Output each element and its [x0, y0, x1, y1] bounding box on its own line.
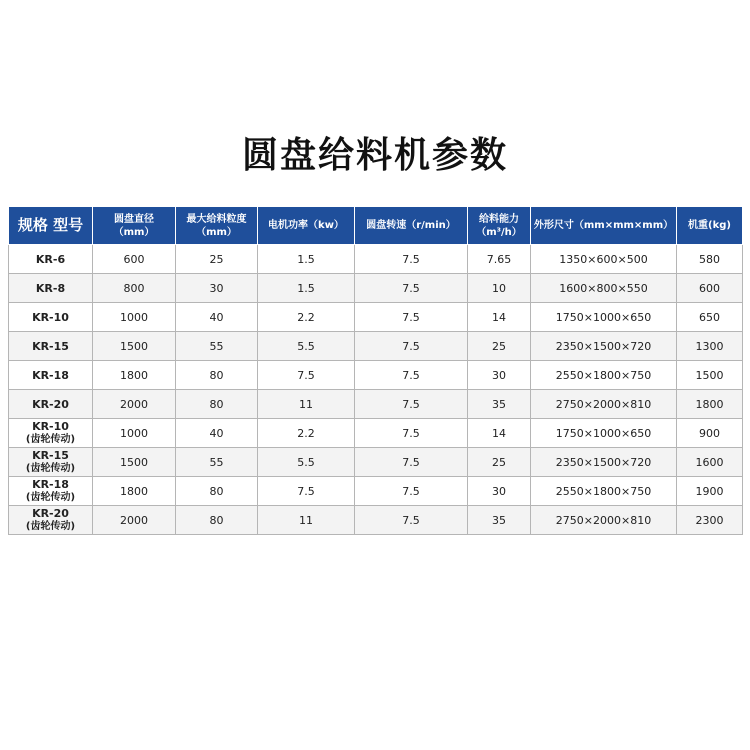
model-cell — [9, 274, 93, 303]
table-row — [9, 274, 743, 303]
capacity-cell: 10 — [468, 274, 531, 303]
header-label: 电机功率（kw） — [268, 220, 344, 231]
model-name: KR-8 — [35, 281, 66, 295]
max-feed-size-cell: 80 — [176, 506, 258, 535]
header-label: 机重(kg) — [688, 220, 731, 231]
disc-diameter-cell: 1800 — [93, 361, 176, 390]
motor-power-cell: 5.5 — [258, 332, 355, 361]
weight-cell: 600 — [677, 274, 743, 303]
disc-speed-cell: 7.5 — [355, 477, 468, 506]
table-row — [9, 245, 743, 274]
parameter-table — [8, 206, 743, 535]
motor-power-cell: 1.5 — [258, 245, 355, 274]
capacity-cell: 14 — [468, 303, 531, 332]
table-row — [9, 303, 743, 332]
header-model — [9, 207, 93, 245]
model-name: KR-10 — [32, 420, 69, 433]
weight-cell: 1500 — [677, 361, 743, 390]
model-cell — [9, 332, 93, 361]
disc-speed-cell: 7.5 — [355, 390, 468, 419]
model-name: KR-15 — [32, 449, 69, 462]
motor-power-cell: 2.2 — [258, 303, 355, 332]
model-drive-note: (齿轮传动) — [25, 521, 76, 532]
dimensions-cell: 1750×1000×650 — [531, 303, 677, 332]
dimensions-cell: 2750×2000×810 — [531, 506, 677, 535]
weight-cell: 900 — [677, 419, 743, 448]
model-name: KR-15 — [32, 339, 69, 353]
weight-cell: 1300 — [677, 332, 743, 361]
header-disc-speed — [355, 207, 468, 245]
dimensions-cell: 2750×2000×810 — [531, 390, 677, 419]
table-row — [9, 332, 743, 361]
table-header-row — [9, 207, 743, 245]
table-row — [9, 419, 743, 448]
weight-cell: 1600 — [677, 448, 743, 477]
table-row — [9, 390, 743, 419]
model-name: KR-10 — [32, 310, 69, 324]
motor-power-cell: 11 — [258, 506, 355, 535]
model-name: KR-18 — [32, 478, 69, 491]
model-name: KR-20 — [32, 397, 69, 411]
disc-speed-cell: 7.5 — [355, 274, 468, 303]
dimensions-cell: 2350×1500×720 — [531, 332, 677, 361]
dimensions-cell: 1350×600×500 — [531, 245, 677, 274]
capacity-cell: 35 — [468, 390, 531, 419]
motor-power-cell: 2.2 — [258, 419, 355, 448]
weight-cell: 1900 — [677, 477, 743, 506]
weight-cell: 650 — [677, 303, 743, 332]
disc-speed-cell: 7.5 — [355, 303, 468, 332]
model-cell — [9, 303, 93, 332]
disc-diameter-cell: 800 — [93, 274, 176, 303]
max-feed-size-cell: 80 — [176, 361, 258, 390]
header-label: 规格 型号 — [17, 216, 84, 234]
header-unit: （m³/h） — [476, 226, 522, 238]
capacity-cell: 25 — [468, 332, 531, 361]
max-feed-size-cell: 55 — [176, 448, 258, 477]
table-row — [9, 448, 743, 477]
disc-diameter-cell: 600 — [93, 245, 176, 274]
model-name: KR-18 — [32, 368, 69, 382]
table-row — [9, 361, 743, 390]
max-feed-size-cell: 30 — [176, 274, 258, 303]
header-dimensions — [531, 207, 677, 245]
motor-power-cell: 11 — [258, 390, 355, 419]
disc-diameter-cell: 1500 — [93, 332, 176, 361]
weight-cell: 580 — [677, 245, 743, 274]
capacity-cell: 25 — [468, 448, 531, 477]
weight-cell: 1800 — [677, 390, 743, 419]
header-max-feed-size — [176, 207, 258, 245]
header-label: 给料能力 — [479, 213, 519, 225]
model-cell — [9, 419, 93, 448]
disc-speed-cell: 7.5 — [355, 245, 468, 274]
header-capacity — [468, 207, 531, 245]
table-row — [9, 506, 743, 535]
dimensions-cell: 2550×1800×750 — [531, 361, 677, 390]
disc-diameter-cell: 1500 — [93, 448, 176, 477]
max-feed-size-cell: 25 — [176, 245, 258, 274]
model-drive-note: (齿轮传动) — [25, 434, 76, 445]
header-label: 圆盘转速（r/min） — [366, 220, 456, 231]
weight-cell: 2300 — [677, 506, 743, 535]
max-feed-size-cell: 40 — [176, 303, 258, 332]
page-title: 圆盘给料机参数 — [241, 135, 508, 176]
header-unit: （mm） — [196, 226, 237, 238]
header-unit: （mm） — [113, 226, 155, 238]
motor-power-cell: 1.5 — [258, 274, 355, 303]
model-name: KR-6 — [35, 252, 66, 266]
motor-power-cell: 5.5 — [258, 448, 355, 477]
disc-speed-cell: 7.5 — [355, 506, 468, 535]
header-disc-diameter — [93, 207, 176, 245]
capacity-cell: 7.65 — [468, 245, 531, 274]
model-cell — [9, 390, 93, 419]
disc-diameter-cell: 1000 — [93, 303, 176, 332]
model-name: KR-20 — [32, 507, 69, 520]
model-cell — [9, 361, 93, 390]
disc-diameter-cell: 1800 — [93, 477, 176, 506]
header-motor-power — [258, 207, 355, 245]
motor-power-cell: 7.5 — [258, 477, 355, 506]
disc-diameter-cell: 1000 — [93, 419, 176, 448]
model-drive-note: (齿轮传动) — [25, 492, 76, 503]
capacity-cell: 30 — [468, 477, 531, 506]
disc-speed-cell: 7.5 — [355, 332, 468, 361]
table-body — [9, 245, 743, 535]
model-drive-note: (齿轮传动) — [25, 463, 76, 474]
dimensions-cell: 1600×800×550 — [531, 274, 677, 303]
max-feed-size-cell: 55 — [176, 332, 258, 361]
model-cell — [9, 477, 93, 506]
header-label: 外形尺寸（mm×mm×mm） — [533, 220, 674, 231]
max-feed-size-cell: 80 — [176, 390, 258, 419]
capacity-cell: 30 — [468, 361, 531, 390]
disc-speed-cell: 7.5 — [355, 361, 468, 390]
table-row — [9, 477, 743, 506]
disc-diameter-cell: 2000 — [93, 506, 176, 535]
model-cell — [9, 245, 93, 274]
dimensions-cell: 2350×1500×720 — [531, 448, 677, 477]
max-feed-size-cell: 40 — [176, 419, 258, 448]
disc-diameter-cell: 2000 — [93, 390, 176, 419]
disc-speed-cell: 7.5 — [355, 419, 468, 448]
header-label: 圆盘直径 — [114, 213, 154, 225]
model-cell — [9, 506, 93, 535]
disc-speed-cell: 7.5 — [355, 448, 468, 477]
model-cell — [9, 448, 93, 477]
capacity-cell: 35 — [468, 506, 531, 535]
header-label: 最大给料粒度 — [186, 213, 247, 225]
max-feed-size-cell: 80 — [176, 477, 258, 506]
capacity-cell: 14 — [468, 419, 531, 448]
dimensions-cell: 2550×1800×750 — [531, 477, 677, 506]
dimensions-cell: 1750×1000×650 — [531, 419, 677, 448]
motor-power-cell: 7.5 — [258, 361, 355, 390]
header-weight — [677, 207, 743, 245]
